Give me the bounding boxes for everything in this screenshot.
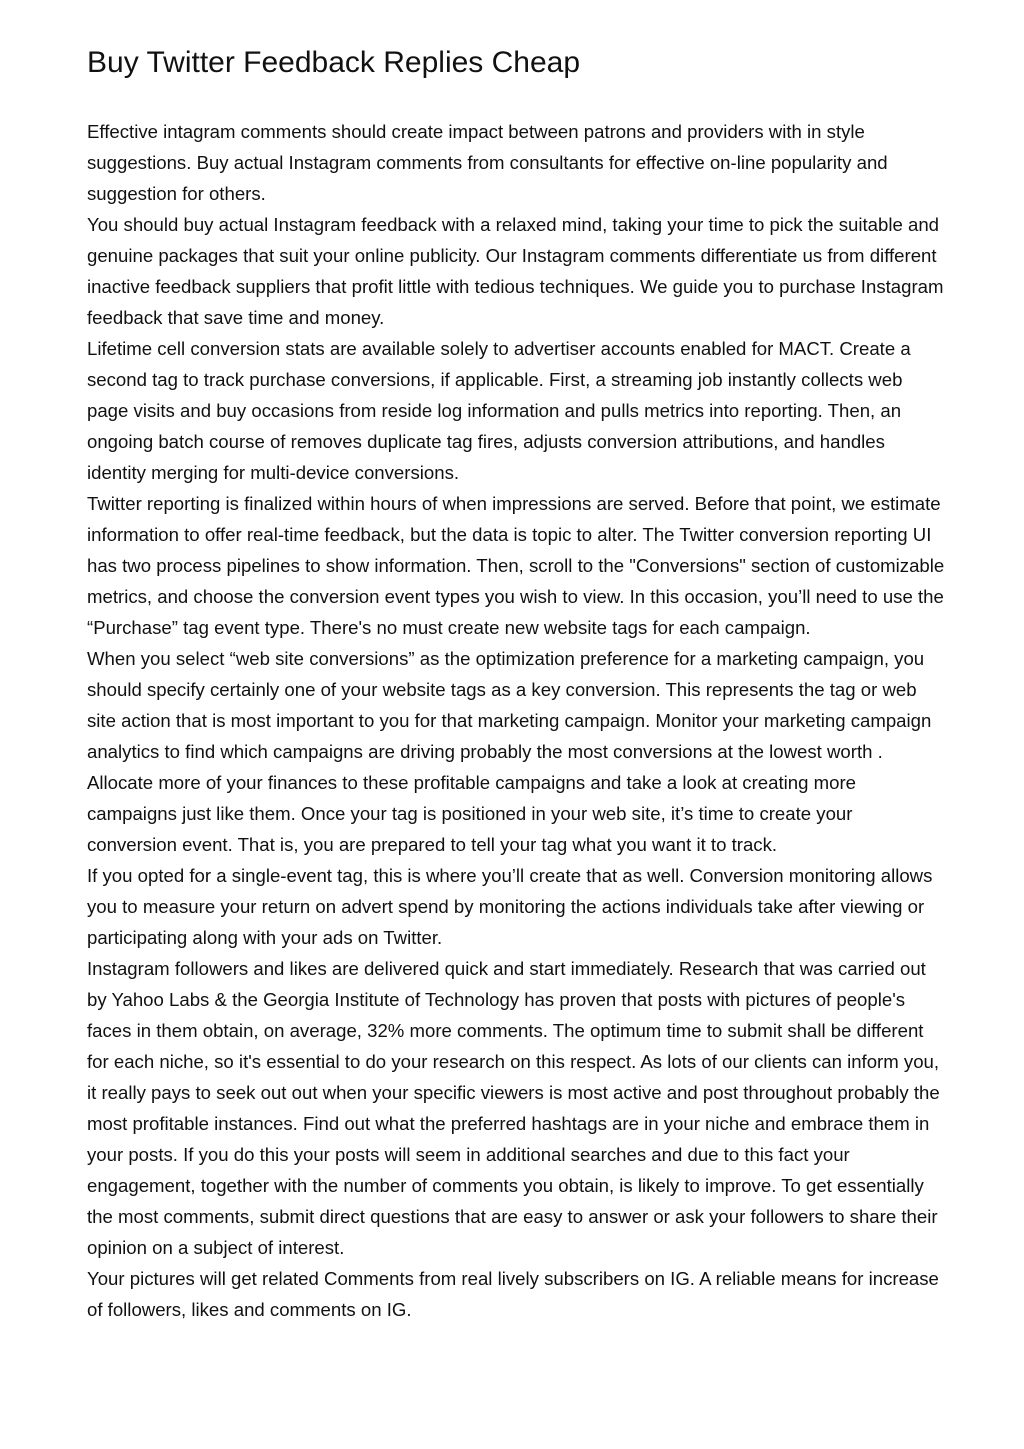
- paragraph-5: When you select “web site conversions” as the optimization preference for a marketing campaign, you should specify certainly one of your website tags as a key conversion. This represents the tag or web site action that is most important to you for that marketing campaign. Monitor your marketing campaign analytics to find which campaigns are driving probably the most conversions at the lowest worth . Allocate more of your finances to these profitable campaigns and take a look at creating more campaigns just like them. Once your tag is positioned in your web site, it’s time to create your conversion event. That is, you are prepared to tell your tag what you want it to track.: [87, 648, 932, 855]
- paragraph-7: Instagram followers and likes are delivered quick and start immediately. Research that was carried out by Yahoo Labs & the Georgia Institute of Technology has proven that posts with pictures of people's faces in them obtain, on average, 32% more comments. The optimum time to submit shall be different for each niche, so it's essential to do your research on this respect. As lots of our clients can inform you, it really pays to seek out out when your specific viewers is most active and post throughout probably the most profitable instances. Find out what the preferred hashtags are in your niche and embrace them in your posts. If you do this your posts will seem in additional searches and due to this fact your engagement, together with the number of comments you obtain, is likely to improve. To get essentially the most comments, submit direct questions that are easy to answer or ask your followers to share their opinion on a subject of interest.: [87, 958, 940, 1258]
- document-page: [87, 40, 947, 1325]
- paragraph-8: Your pictures will get related Comments from real lively subscribers on IG. A reliable means for increase of followers, likes and comments on IG.: [87, 1268, 939, 1320]
- paragraph-1: Effective intagram comments should create impact between patrons and providers with in style suggestions. Buy actual Instagram comments from consultants for effective on-line popularity and suggestion for others.: [87, 121, 888, 204]
- article-body: [87, 116, 947, 1325]
- paragraph-2: You should buy actual Instagram feedback with a relaxed mind, taking your time to pick the suitable and genuine packages that suit your online publicity. Our Instagram comments differentiate us from different inactive feedback suppliers that profit little with tedious techniques. We guide you to purchase Instagram feedback that save time and money.: [87, 214, 944, 328]
- paragraph-4: Twitter reporting is finalized within hours of when impressions are served. Before that point, we estimate information to offer real-time feedback, but the data is topic to alter. The Twitter conversion reporting UI has two process pipelines to show information. Then, scroll to the "Conversions" section of customizable metrics, and choose the conversion event types you wish to view. In this occasion, you’ll need to use the “Purchase” tag event type. There's no must create new website tags for each campaign.: [87, 493, 945, 638]
- page-title: Buy Twitter Feedback Replies Cheap: [87, 46, 581, 79]
- paragraph-3: Lifetime cell conversion stats are available solely to advertiser accounts enabled for MACT. Create a second tag to track purchase conversions, if applicable. First, a streaming job instantly collects web page visits and buy occasions from reside log information and pulls metrics into reporting. Then, an ongoing batch course of removes duplicate tag fires, adjusts conversion attributions, and handles identity merging for multi-device conversions.: [87, 338, 911, 483]
- paragraph-6: If you opted for a single-event tag, this is where you’ll create that as well. Conversion monitoring allows you to measure your return on advert spend by monitoring the actions individuals take after viewing or participating along with your ads on Twitter.: [87, 865, 933, 948]
